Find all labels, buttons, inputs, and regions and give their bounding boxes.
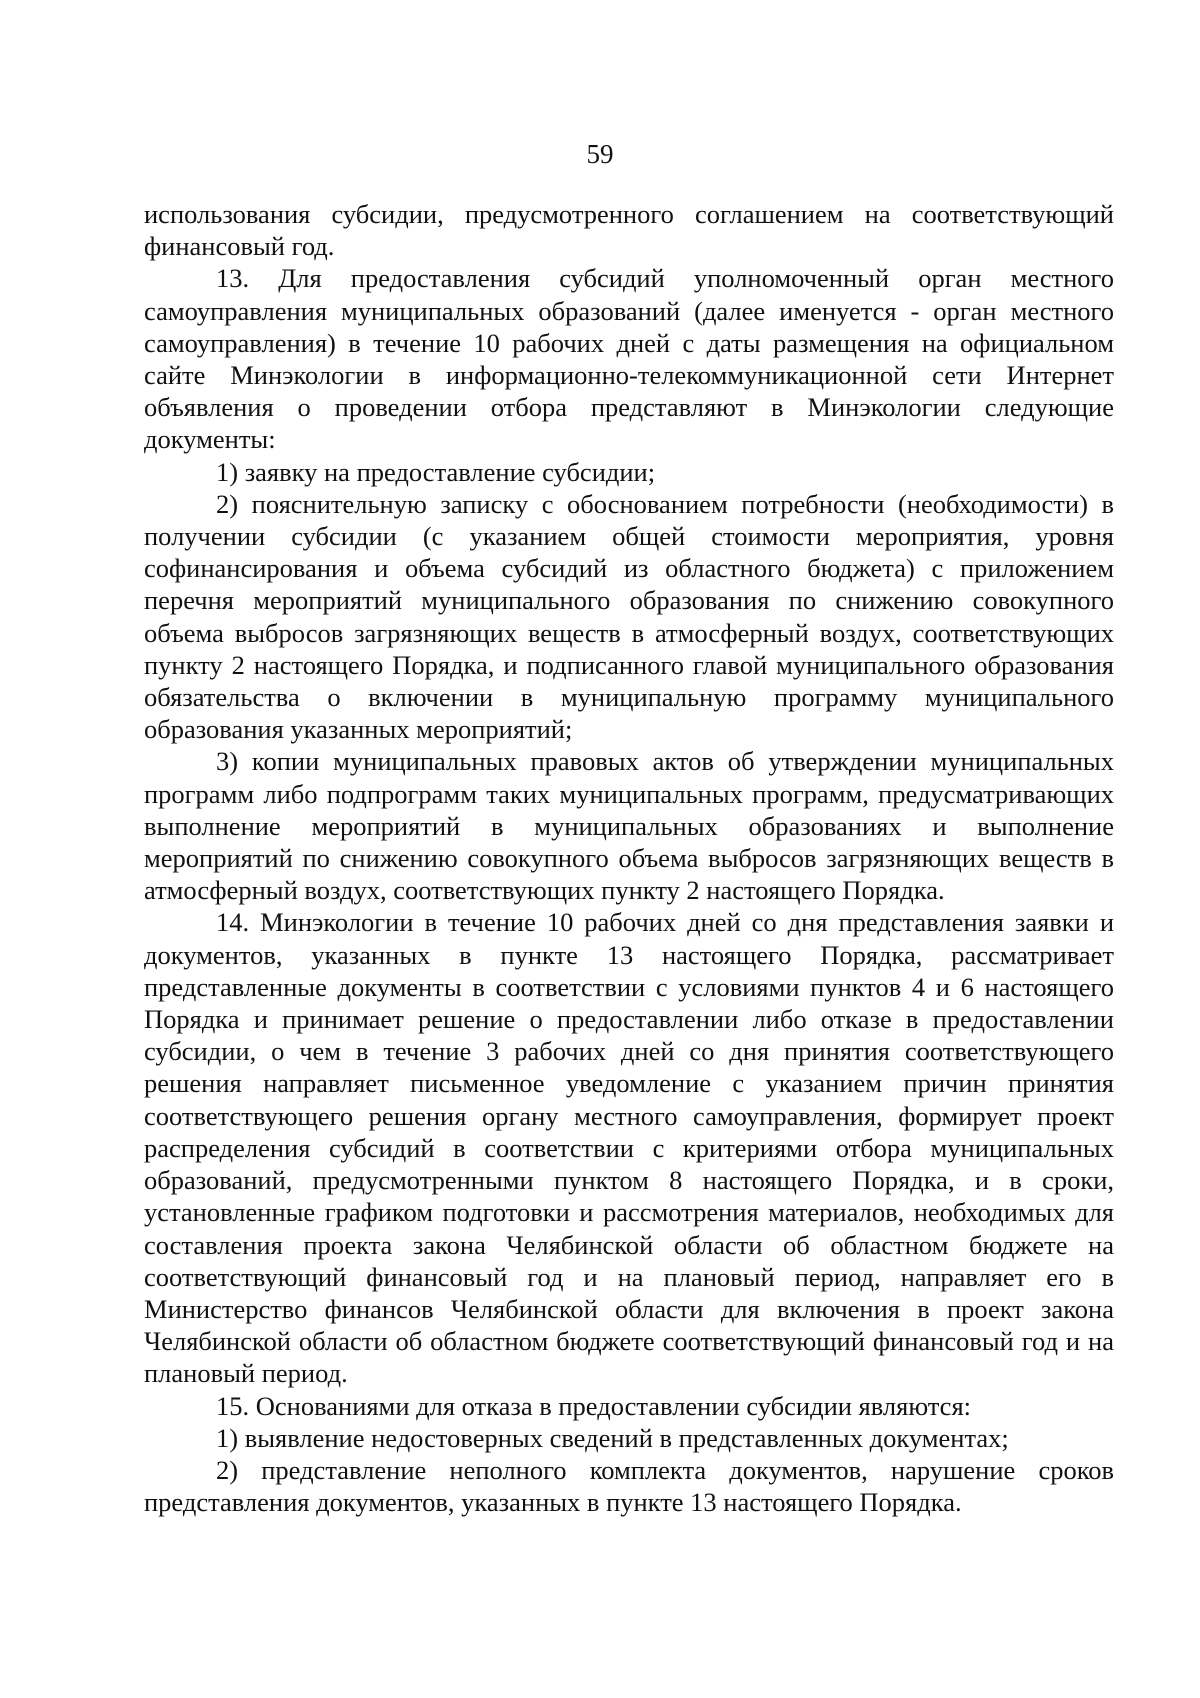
paragraph-item-13-1: 1) заявку на предоставление субсидии; — [216, 456, 656, 487]
paragraph-item-13-2: 2) пояснительную записку с обоснованием потребности (необходимости) в получении субсидии (с указанием общей стоимости мероприятия, уровня софинансирования и объема субсидий из областного бюджета) с приложением перечня мероприятий муниципального образования по снижению совокупного объема выбросов загрязняющих веществ в атмосферный воздух, соответствующих пункту 2 настоящего Порядка, и подписанного главой муниципального образования обязательства о включении в муниципальную программу муниципального образования указанных мероприятий; — [144, 488, 1114, 745]
paragraph-item-13-3: 3) копии муниципальных правовых актов об утверждении муниципальных программ либо подпрограмм таких муниципальных программ, предусматривающих выполнение мероприятий в муниципальных образованиях и выполнение мероприятий по снижению совокупного объема выбросов загрязняющих веществ в атмосферный воздух, соответствующих пункту 2 настоящего Порядка. — [144, 746, 1114, 906]
paragraph-item-15-1: 1) выявление недостоверных сведений в представленных документах; — [216, 1422, 1009, 1453]
paragraph-item-14: 14. Минэкологии в течение 10 рабочих дней со дня представления заявки и документов, указанных в пункте 13 настоящего Порядка, рассматривает представленные документы в соответствии с условиями пунктов 4 и 6 настоящего Порядка и принимает решение о предоставлении либо отказе в предоставлении субсидии, о чем в течение 3 рабочих дней со дня принятия соответствующего решения направляет письменное уведомление с указанием причин принятия соответствующего решения органу местного самоуправления, формирует проект распределения субсидий в соответствии с критериями отбора муниципальных образований, предусмотренными пунктом 8 настоящего Порядка, и в сроки, установленные графиком подготовки и рассмотрения материалов, необходимых для составления проекта закона Челябинской области об областном бюджете на соответствующий финансовый год и на плановый период, направляет его в Министерство финансов Челябинской области для включения в проект закона Челябинской области об областном бюджете соответствующий финансовый год и на плановый период. — [144, 907, 1114, 1389]
paragraph-item-15: 15. Основаниями для отказа в предоставлении субсидии являются: — [216, 1390, 971, 1421]
paragraph-continuation: использования субсидии, предусмотренного соглашением на соответствующий финансовый год. — [144, 199, 1114, 262]
paragraph-item-15-2: 2) представление неполного комплекта документов, нарушение сроков представления документов, указанных в пункте 13 настоящего Порядка. — [144, 1454, 1114, 1518]
paragraph-item-13: 13. Для предоставления субсидий уполномоченный орган местного самоуправления муниципальных образований (далее именуется - орган местного самоуправления) в течение 10 рабочих дней с даты размещения на официальном сайте Минэкологии в информационно-телекоммуникационной сети Интернет объявления о проведении отбора представляют в Минэкологии следующие документы: — [144, 263, 1114, 455]
page-number: 59 — [586, 139, 614, 169]
document-body — [144, 198, 1114, 1518]
